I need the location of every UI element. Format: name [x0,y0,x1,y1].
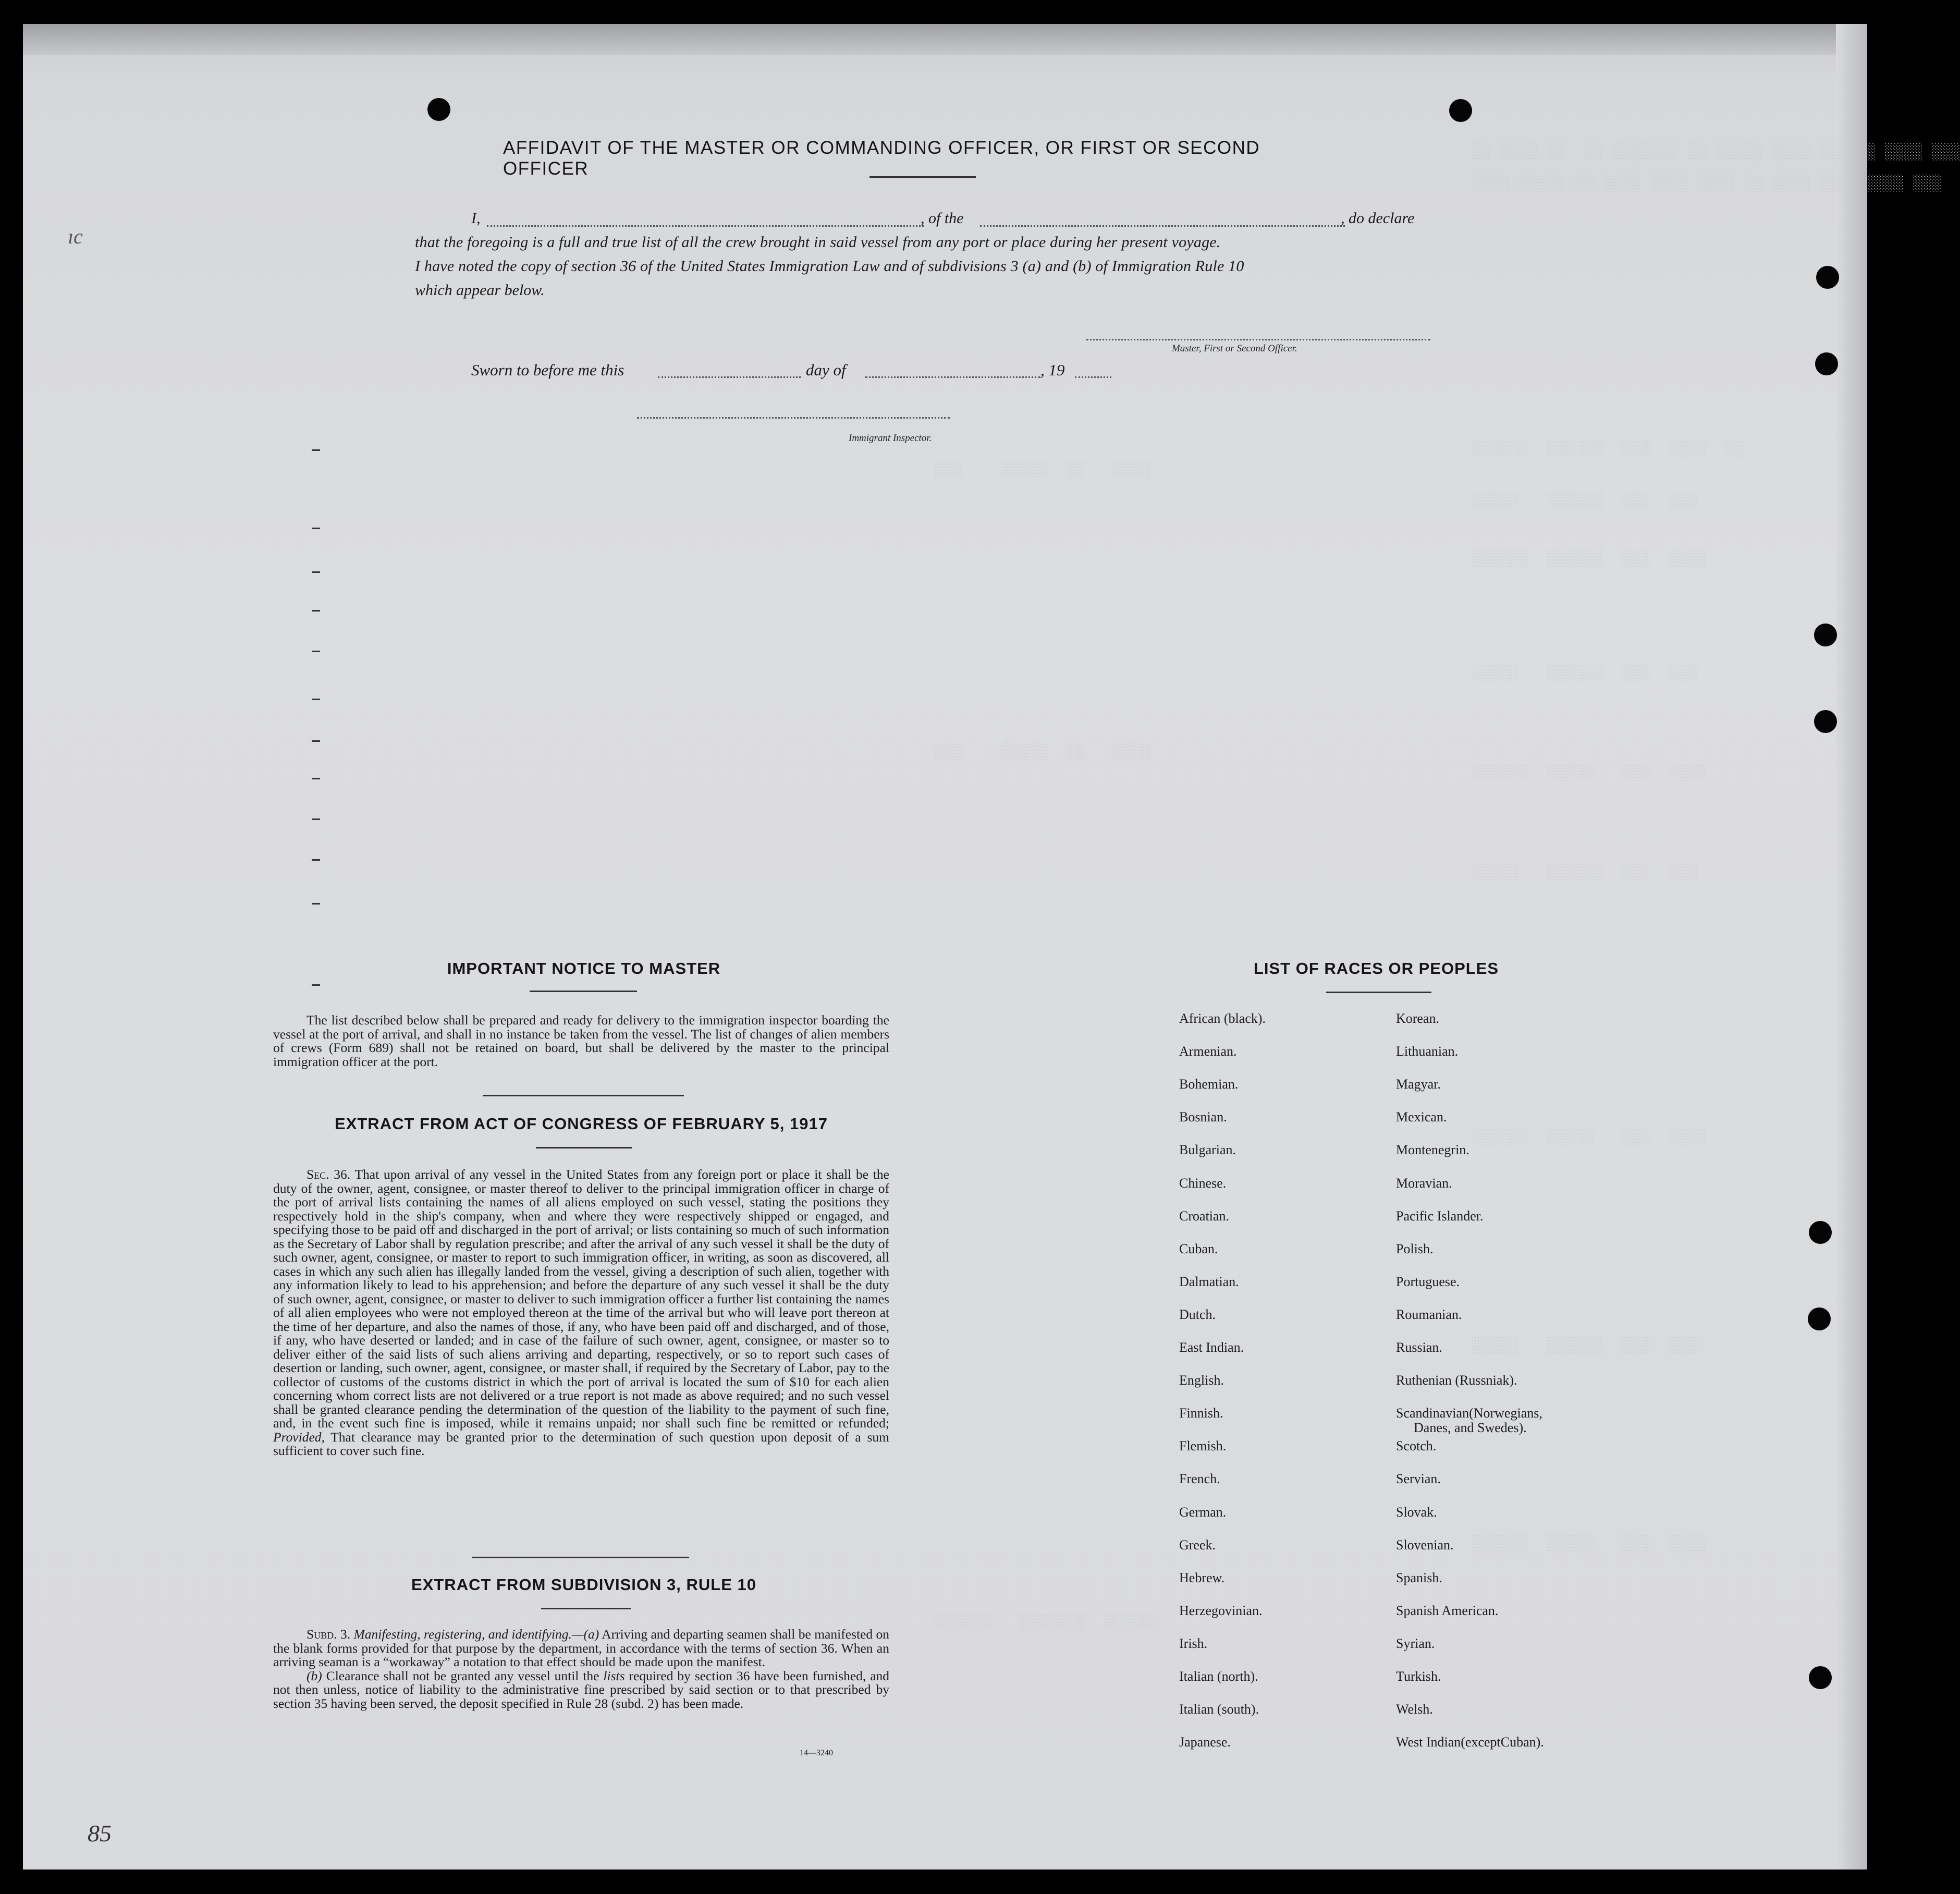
master-signature-field[interactable] [1086,339,1430,340]
binder-hole [427,98,450,121]
affidavit-line-2: that the foregoing is a full and true list of all the crew brought in said vessel from any port or place during her present voyage. [415,234,1221,251]
race-item: Welsh. [1396,1702,1433,1717]
race-item: Ruthenian (Russniak). [1396,1373,1517,1388]
top-page-edge [23,24,1867,55]
notice-title: IMPORTANT NOTICE TO MASTER [447,959,721,977]
sworn-year-field[interactable] [1075,376,1111,378]
race-item: Finnish. [1179,1406,1223,1421]
title-rule [869,176,976,178]
race-item: African (black). [1179,1011,1266,1026]
bleed-through-text: ░░░ ░░░░░ ░░ ░░░░ [935,462,1152,480]
affidavit-do-declare: , do declare [1341,210,1415,227]
race-item: Cuban. [1179,1241,1218,1256]
section-36-lead: Sec. 36. [307,1167,351,1182]
race-item: Moravian. [1396,1175,1452,1191]
sworn-day-field[interactable] [658,376,801,378]
margin-dash [312,651,320,652]
affidavit-line-4: which appear below. [415,282,545,299]
sworn-day-of: day of [806,361,846,379]
race-item: Pacific Islander. [1396,1208,1484,1224]
para-a-marker: —(a) [571,1627,599,1642]
affidavit-of-the: , of the [921,210,964,227]
master-signature-label: Master, First or Second Officer. [1172,343,1297,354]
vessel-name-field[interactable] [980,225,1345,227]
bleed-through-text: ░░ ░░░░ ░░ ░░ ░░░░░░░ ░░ ░░░░░ ░░░░ ░░░ ░░ ░░░░ ░░░ [1472,144,1960,162]
margin-dash [312,818,320,820]
race-item: Dalmatian. [1179,1274,1239,1289]
margin-mark-top-left: ıc [68,225,83,248]
sworn-year: , 19 [1040,361,1065,379]
inspector-signature-field[interactable] [637,417,950,419]
binder-hole [1814,710,1837,733]
race-item: Lithuanian. [1396,1044,1459,1059]
margin-dash [312,449,320,451]
race-item: Danes, and Swedes). [1414,1420,1527,1436]
subd-lead: Subd. 3. [307,1627,351,1642]
bleed-through-text: ░░░░░░ ░░░░░░ ░░░ ░░░░ [1472,551,1707,568]
para-a-text: Arriving and departing seamen shall be manifested on the blank forms provided for that purpose by the department, in accordance with the terms of section 36. When an arriving seaman is a “workaway” a notation to that effect should be made upon the manifest. [273,1627,889,1669]
race-item: Italian (north). [1179,1669,1258,1684]
binder-hole [1815,352,1838,375]
race-item: Spanish. [1396,1570,1442,1585]
race-item: Montenegrin. [1396,1142,1469,1158]
race-item: Bohemian. [1179,1077,1239,1092]
race-item: Flemish. [1179,1438,1227,1454]
race-item: Bulgarian. [1179,1142,1236,1158]
race-item: Bosnian. [1179,1109,1227,1125]
bleed-through-text: ░░░░░ ░░░░░░ ░░░ ░░░ [1472,493,1698,511]
margin-dash [312,903,320,905]
section-36-tail: That clearance may be granted prior to the determination of such question upon deposit of a sum sufficient to cover such fine. [273,1429,889,1458]
race-item: Korean. [1396,1011,1440,1026]
affidavit-i: I, [471,210,481,227]
notice-paragraph: The list described below shall be prepared and ready for delivery to the immigration inspector boarding the vessel at the port of arrival, and shall in no instance be taken from the vessel. The list of changes of alien members of crews (Form 689) shall not be retained on board, but shall be delivered by the master to the principal immigration officer at the port. [273,1012,889,1069]
section-divider [483,1095,684,1096]
notice-body [273,1013,889,1069]
race-item: Roumanian. [1396,1306,1462,1322]
race-item: French. [1179,1471,1220,1487]
bleed-through-text: ░░░░░ ░░░░░░ ░░░ ░░░ [1472,863,1698,881]
notice-rule [530,991,637,992]
margin-dash [312,610,320,612]
race-item: Scotch. [1396,1438,1437,1454]
affidavit-title: AFFIDAVIT OF THE MASTER OR COMMANDING OFFICER, OR FIRST OR SECOND OFFICER [503,138,1260,179]
race-item: Spanish American. [1396,1603,1499,1618]
binder-hole [1809,1221,1832,1244]
declarant-name-field[interactable] [487,225,924,227]
race-item: Slovak. [1396,1504,1437,1520]
act-extract-rule [536,1147,632,1148]
bleed-through-text: ░░░░░░ ░░░░░░ ░░░ ░░░░ ░░ [1472,441,1745,459]
rule-extract-rule [541,1608,631,1609]
para-b-text-2: required by section 36 have been furnished, and not then unless, notice of liability to the administrative fine prescribed by said section or to that prescribed by section 35 having been served, the deposit specified in Rule 28 (subd. 2) has been made. [273,1668,890,1711]
race-item: Russian. [1396,1340,1442,1355]
race-item: German. [1179,1504,1227,1520]
section-36-text [273,1168,889,1458]
bleed-through-text: ░░░░░ ░░░░░░ ░░░ ░░░ [1472,1338,1698,1355]
binder-hole [1809,1666,1832,1689]
margin-dash [312,984,320,986]
section-36-body: That upon arrival of any vessel in the United States from any foreign port or place it shall be the duty of the owner, agent, consignee, or master thereof to deliver to the principal immigration officer in charge of the port of arrival lists containing the names of all aliens employed on such vessel, stating the positions they respectively hold in the ship's company, when and where they were respectively shipped or engaged, and specifying those to be paid off and discharged in the port of arrival; or lists containing so much of such information as the Secretary of Labor shall by regulation prescribe; and after the arrival of any such vessel it shall be the duty of such owner, agent, consignee, or master to report to such immigration officer, in writing, as soon as discovered, all cases in which any such alien has illegally landed from the vessel, giving a description of such alien, together with any information likely to lead to his apprehension; and before the departure of any such vessel it shall be the duty of such owner, agent, consignee, or master to deliver to such immigration officer a further list containing the names of all alien employees who were not employed thereon at the time of the arrival but who will leave port thereon at the time of her departure, and also the names of those, if any, who have been paid off and discharged, and of those, if any, who have deserted or landed; and in case of the failure of such owner, agent, consignee, or master so to deliver either of the said lists of such aliens arriving and departing, respectively, or so to report such cases of desertion or landing, such owner, agent, consignee, or master shall, if required by the Secretary of Labor, pay to the collector of customs of the customs district in which the port of arrival is located the sum of $10 for each alien concerning whom correct lists are not delivered or a true report is not made as above required; and no such vessel shall be granted clearance pending the determination of the question of the liability to the payment of such fine, and, in the event such fine is imposed, while it remains unpaid; nor shall such fine be remitted or refunded; [273,1167,889,1431]
race-item: East Indian. [1179,1340,1244,1355]
bleed-through-text: ░░░░░░ ░░░░░░░ ░░░░░░ [935,1614,1161,1632]
margin-dash [312,778,320,779]
provided-italic: Provided, [273,1429,325,1445]
race-item: Chinese. [1179,1175,1227,1191]
race-item: West Indian(exceptCuban). [1396,1734,1544,1750]
bleed-through-text: ░░░░ ░░░░░ ░░ ░░░░ ░░░░ ░░░░ ░░ ░░░░ ░░░░ ░░░░ ░░░ [1472,175,1942,193]
bleed-through-text: ░░░░░░ ░░░░░ ░░░ ░░░░ [1472,1129,1707,1147]
margin-mark-bottom-left: 85 [88,1820,112,1847]
race-item: Irish. [1179,1635,1208,1651]
bleed-through-text: ░░░░░░ ░░░░░ ░░░ ░░░░ [1472,1536,1707,1554]
race-item: Italian (south). [1179,1702,1259,1717]
race-item: Portuguese. [1396,1274,1460,1289]
race-item: Syrian. [1396,1635,1435,1651]
race-item: Japanese. [1179,1734,1231,1750]
race-item: Croatian. [1179,1208,1230,1224]
race-item: Greek. [1179,1537,1216,1553]
para-b-lists: lists [603,1668,625,1683]
act-extract-title: EXTRACT FROM ACT OF CONGRESS OF FEBRUARY 5, 1917 [335,1115,828,1133]
races-rule [1326,992,1431,993]
para-b-marker: (b) [307,1668,322,1683]
bleed-through-text: ░░░░░ ░░░░░░ ░░░ ░░░ [1472,665,1698,683]
margin-dash [312,571,320,573]
binder-hole [1814,624,1837,646]
rule-extract-title: EXTRACT FROM SUBDIVISION 3, RULE 10 [411,1575,756,1594]
bleed-through-text: ░░░░░░ ░░░░░ ░░░ ░░░░ [1472,764,1707,782]
margin-dash [312,859,320,861]
race-item: Herzegovinian. [1179,1603,1263,1618]
races-title: LIST OF RACES OR PEOPLES [1253,959,1499,977]
margin-dash [312,528,320,529]
race-item: English. [1179,1373,1224,1388]
bleed-through-text: ░░░ ░░░░░ ░░ ░░░░ [935,743,1152,761]
sworn-month-field[interactable] [865,376,1040,378]
race-item: Mexican. [1396,1109,1447,1125]
race-item: Slovenian. [1396,1537,1454,1553]
form-number: 14—3240 [800,1749,833,1757]
para-b-text-1: Clearance shall not be granted any vessel until the [326,1668,599,1683]
document-page [23,24,1960,1869]
affidavit-line-3: I have noted the copy of section 36 of the United States Immigration Law and of subdivisions 3 (a) and (b) of Immigration Rule 10 [415,258,1244,275]
binder-hole [1816,266,1839,289]
race-item: Polish. [1396,1241,1434,1256]
section-divider [472,1557,689,1558]
race-item: Hebrew. [1179,1570,1225,1585]
race-item: Magyar. [1396,1077,1441,1092]
margin-dash [312,740,320,742]
race-item: Armenian. [1179,1044,1237,1059]
binder-hole [1449,99,1472,122]
race-item: Dutch. [1179,1306,1216,1322]
race-item: Scandinavian(Norwegians, [1396,1406,1542,1421]
sworn-prefix: Sworn to before me this [471,361,624,379]
right-page-edge [1836,24,1867,1869]
margin-dash [312,699,320,700]
subdivision-3-text [273,1628,889,1710]
binder-hole [1808,1308,1831,1330]
race-item: Turkish. [1396,1669,1441,1684]
subd-heading: Manifesting, registering, and identifying. [353,1627,572,1642]
inspector-label: Immigrant Inspector. [849,433,932,444]
race-item: Servian. [1396,1471,1441,1487]
